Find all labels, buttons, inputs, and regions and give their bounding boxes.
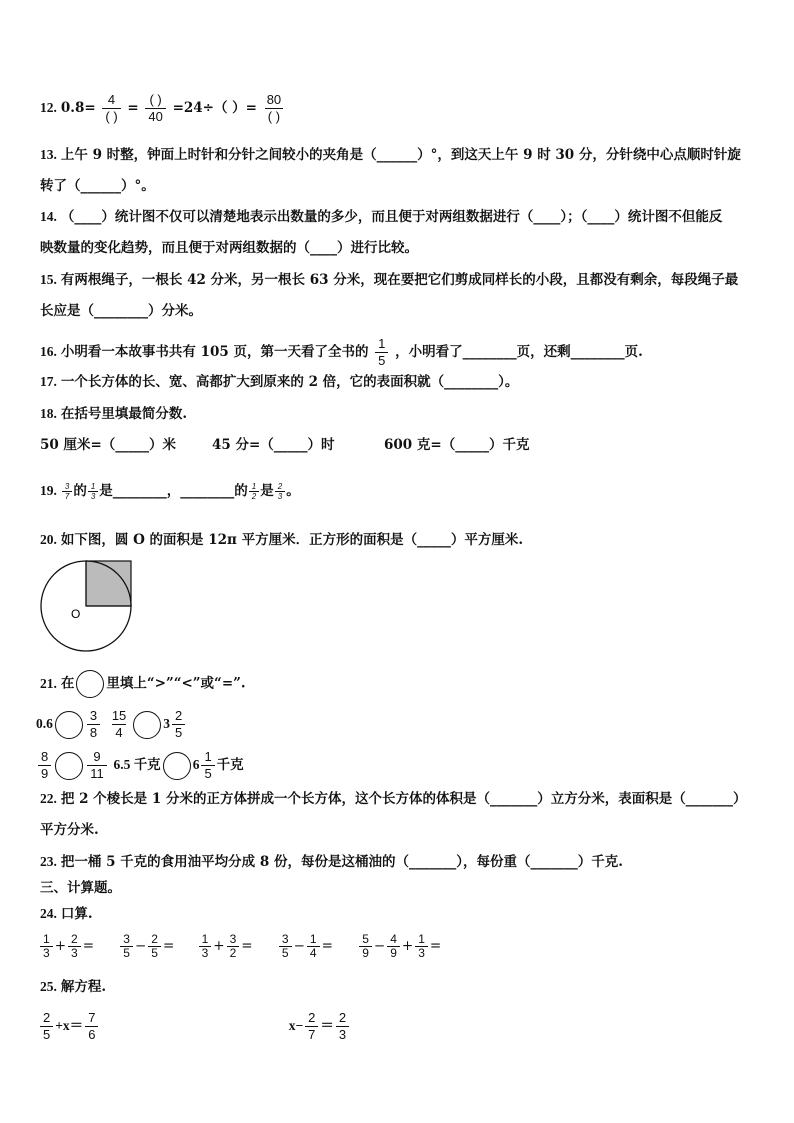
fraction: $\frac{9}{11}$: [87, 749, 107, 782]
oral-calc-3: [197, 933, 273, 960]
question-number: 19.: [40, 483, 57, 498]
oral-calc-1: [38, 933, 114, 960]
fraction: $\frac{( )}{40}$: [145, 92, 165, 125]
question-text: 有两根绳子，一根长 42 分米，另一根长 63 分米，现在要把它们剪成同样长的小段，且都没有剩余，每段绳子最: [60, 272, 739, 288]
question-number: 25.: [40, 979, 57, 994]
question-12: [40, 92, 756, 125]
question-number: 12.: [40, 100, 57, 115]
oral-calc-row: [38, 933, 756, 960]
oral-calc-4: [277, 933, 353, 960]
question-number: 23.: [40, 854, 57, 869]
question-text: 如下图，圆 O 的面积是 12π 平方厘米．正方形的面积是（_____）平方厘米.: [60, 532, 524, 548]
question-14: [40, 208, 756, 226]
fraction: $\frac{2}{3}$: [68, 933, 81, 960]
question-number: 22.: [40, 791, 57, 806]
question-number: 20.: [40, 532, 57, 547]
compare-circle[interactable]: [55, 711, 83, 739]
fraction: $\frac{15}{4}$: [111, 708, 127, 740]
fraction: $\frac{8}{9}$: [38, 749, 51, 782]
oral-calc-5: [357, 933, 441, 960]
question-text: 平方分米.: [40, 822, 99, 838]
question-18-parts: [40, 436, 756, 454]
q19-text: 是________，________的: [99, 483, 248, 499]
question-24: [40, 905, 756, 923]
fraction: $\frac{1}{5}$: [375, 336, 388, 369]
operator: −: [373, 938, 386, 954]
fraction: $\frac{1}{3}$: [199, 933, 212, 960]
question-number: 24.: [40, 906, 57, 921]
shaded-square: [86, 561, 131, 606]
compare-circle[interactable]: [163, 752, 191, 780]
question-text: 长应是（________）分米。: [40, 303, 202, 319]
question-text: 在: [60, 675, 75, 692]
question-text: 把一桶 5 千克的食用油平均分成 8 份，每份是这桶油的（_______），每份重（_______）千克.: [60, 854, 623, 870]
fraction: $\frac{4}{9}$: [387, 933, 400, 960]
question-13-cont: [40, 177, 756, 195]
question-20: [40, 531, 756, 549]
fraction: $\frac{2}{5}$: [148, 933, 161, 960]
question-text: 把 2 个棱长是 1 分米的正方体拼成一个长方体，这个长方体的体积是（_______）立方分米，表面积是（_______）: [60, 791, 747, 807]
question-text: 转了（______）°。: [40, 178, 155, 194]
question-22-cont: [40, 821, 756, 839]
question-25: [40, 978, 756, 996]
fraction: $\frac{1}{4}$: [307, 933, 320, 960]
compare-circle: [76, 670, 104, 698]
fraction: $\frac{4}{( )}$: [102, 92, 120, 125]
fraction: $\frac{3}{2}$: [227, 933, 240, 960]
question-15-cont: [40, 302, 756, 320]
question-text: 口算.: [60, 906, 93, 922]
question-13: [40, 146, 756, 164]
equation-text: x−: [288, 1018, 304, 1033]
fraction: $\frac{3}{8}$: [87, 708, 100, 741]
q19-text: 是: [260, 483, 274, 499]
blank-item: 45 分=（_____）时: [212, 437, 335, 453]
equation-text: ＝: [320, 1018, 334, 1033]
operator: +: [213, 938, 225, 954]
value: 6.5 千克: [113, 757, 161, 772]
question-21: [40, 670, 756, 698]
question-15: [40, 271, 756, 289]
equals-sign: =: [241, 938, 253, 954]
equation-1: [38, 1010, 284, 1043]
question-number: 15.: [40, 272, 57, 287]
fraction: $\frac{80}{( )}$: [266, 92, 282, 124]
fraction: $\frac{2}{5}$: [172, 708, 185, 741]
section-title-text: 三、计算题。: [40, 880, 121, 896]
fraction: $\frac{2}{3}$: [336, 1010, 349, 1043]
operator: −: [134, 938, 147, 954]
fraction: $\frac{3}{5}$: [120, 933, 133, 960]
question-number: 17.: [40, 374, 57, 389]
question-number: 16.: [40, 344, 57, 359]
question-number: 18.: [40, 406, 57, 421]
whole-number: 3: [163, 716, 171, 731]
q19-text: 的: [73, 483, 87, 499]
question-21-row-1: [36, 708, 756, 741]
blank-item: 50 厘米=（_____）米: [40, 437, 177, 453]
equals-sign: =: [429, 938, 442, 954]
equals-sign: =: [321, 938, 333, 954]
question-text: 在括号里填最简分数.: [60, 406, 188, 422]
fraction: $\frac{1}{3}$: [415, 933, 428, 960]
equals-sign: =: [162, 938, 175, 954]
q19-text: 。: [286, 483, 300, 499]
question-text: （____）统计图不仅可以清楚地表示出数量的多少，而且便于对两组数据进行（____）；（____）统计图不但能反: [60, 209, 723, 225]
question-text: 一个长方体的长、宽、高都扩大到原来的 2 倍，它的表面积就（________）。: [60, 374, 519, 390]
question-number: 21.: [40, 675, 57, 691]
center-label: O: [71, 607, 81, 621]
equation-row: [38, 1010, 756, 1043]
question-17: [40, 373, 756, 391]
circle-square-figure: [36, 556, 136, 656]
fraction: $\frac{1}{2}$: [249, 482, 259, 501]
fraction: $\frac{1}{5}$: [201, 749, 214, 782]
question-text: ，小明看了________页，还剩________页.: [395, 344, 643, 360]
operator: +: [54, 938, 66, 954]
question-text: 上午 9 时整，钟面上时针和分针之间较小的夹角是（______）°，到这天上午 9 时 30 分，分针绕中心点顺时针旋: [60, 147, 741, 163]
question-19: [40, 482, 756, 501]
fraction: $\frac{2}{5}$: [40, 1010, 53, 1043]
question-text: 里填上“>”“<”或“=”.: [106, 675, 246, 692]
equation-2: [288, 1010, 351, 1042]
compare-circle[interactable]: [55, 752, 83, 780]
fraction: $\frac{1}{3}$: [40, 933, 53, 960]
question-23: [40, 853, 756, 871]
question-18: [40, 405, 756, 423]
q12-text-b: =24÷（ ）=: [172, 100, 257, 116]
equals-sign: =: [82, 938, 94, 954]
fraction: $\frac{2}{3}$: [275, 482, 285, 501]
fraction: $\frac{3}{5}$: [279, 933, 292, 960]
whole-number: 6: [192, 757, 200, 772]
fraction: $\frac{7}{6}$: [85, 1010, 98, 1043]
section-title: [40, 879, 756, 897]
fraction: $\frac{2}{7}$: [305, 1010, 318, 1043]
equals-sign: =: [127, 100, 139, 116]
question-text: 小明看一本故事书共有 105 页，第一天看了全书的: [60, 344, 369, 360]
question-number: 13.: [40, 147, 57, 162]
question-number: 14.: [40, 209, 57, 224]
question-text: 映数量的变化趋势，而且便于对两组数据的（____）进行比较。: [40, 240, 418, 256]
question-16: [40, 336, 756, 369]
equation-text: +x＝: [55, 1018, 84, 1033]
fraction: $\frac{5}{9}$: [359, 933, 372, 960]
question-14-cont: [40, 239, 756, 257]
compare-circle[interactable]: [133, 711, 161, 739]
value: 0.6: [36, 716, 53, 731]
fraction: $\frac{3}{7}$: [62, 482, 72, 501]
question-21-row-2: [36, 749, 756, 782]
question-text: 解方程.: [60, 979, 107, 995]
operator: +: [401, 938, 414, 954]
fraction: $\frac{1}{3}$: [88, 482, 98, 501]
oral-calc-2: [118, 933, 192, 960]
question-22: [40, 790, 756, 808]
unit: 千克: [216, 757, 244, 772]
q12-text-a: 0.8=: [60, 100, 96, 116]
operator: −: [293, 938, 305, 954]
blank-item: 600 克=（_____）千克: [384, 437, 530, 453]
